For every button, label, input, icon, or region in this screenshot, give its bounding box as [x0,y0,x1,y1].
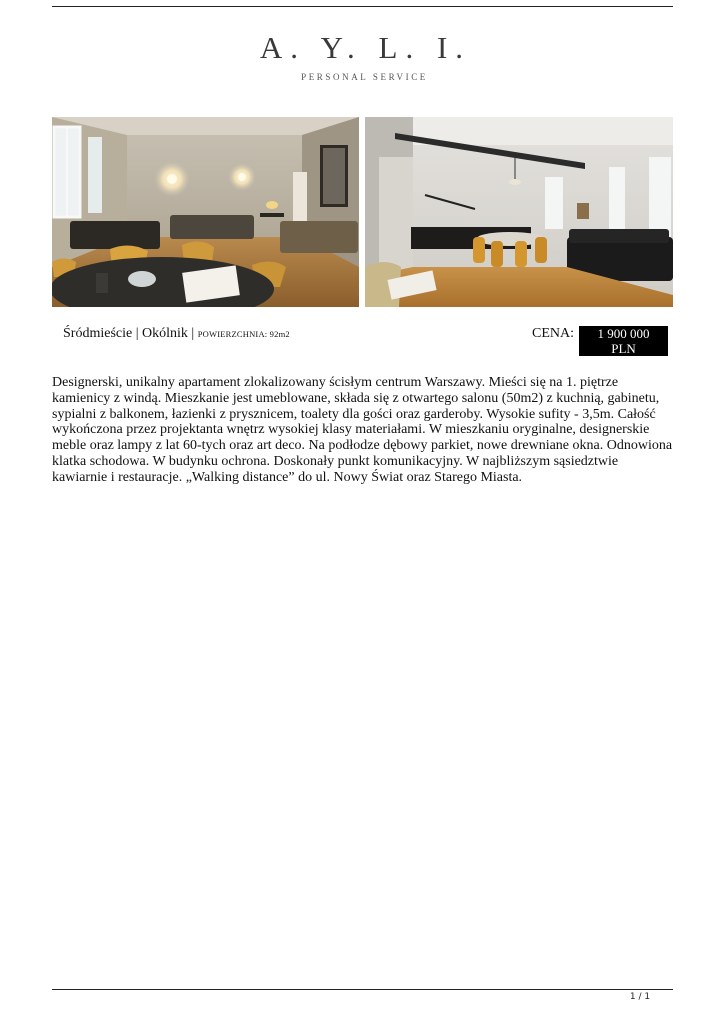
price-currency: PLN [611,341,636,356]
listing-info-row [52,326,673,358]
dining-room-photo [365,117,673,307]
price-value: 1 900 000 [597,326,650,341]
price-badge [579,326,668,356]
area-label: POWIERZCHNIA: 92m2 [197,329,290,339]
bottom-rule [52,989,673,990]
top-rule [52,6,673,7]
logo-subtitle: PERSONAL SERVICE [301,72,428,82]
location-text: Śródmieście | Okólnik | [63,326,198,341]
logo [0,30,725,82]
listing-description: Designerski, unikalny apartament zlokalizowany ścisłym centrum Warszawy. Mieści się na 1. piętrze kamienicy z windą. Mieszkanie jest umeblowane, składa się z otwartego salonu (50m2) z kuchnią, gabinetu, sypialni z balkonem, łazienki z prysznicem, toalety dla gości oraz garderoby. Wysokie sufity - 3,5m. Całość wykończona przez projektanta wnętrz wysokiej klasy materiałami. W mieszkaniu oryginalne, designerskie meble oraz lampy z lat 60-tych oraz art deco. Na podłodze dębowy parkiet, nowe drewniane okna. Odnowiona klatka schodowa. W budynku ochrona. Doskonały punkt komunikacyjny. W najbliższym sąsiedztwie kawiarnie i restauracje. „Walking distance” do ul. Nowy Świat oraz Starego Miasta. [52,375,673,485]
living-room-photo [52,117,359,307]
logo-title: A. Y. L. I. [259,30,472,65]
location-line [63,326,290,342]
page-number: 1 / 1 [629,992,651,1002]
price-label: CENA: [532,326,574,341]
